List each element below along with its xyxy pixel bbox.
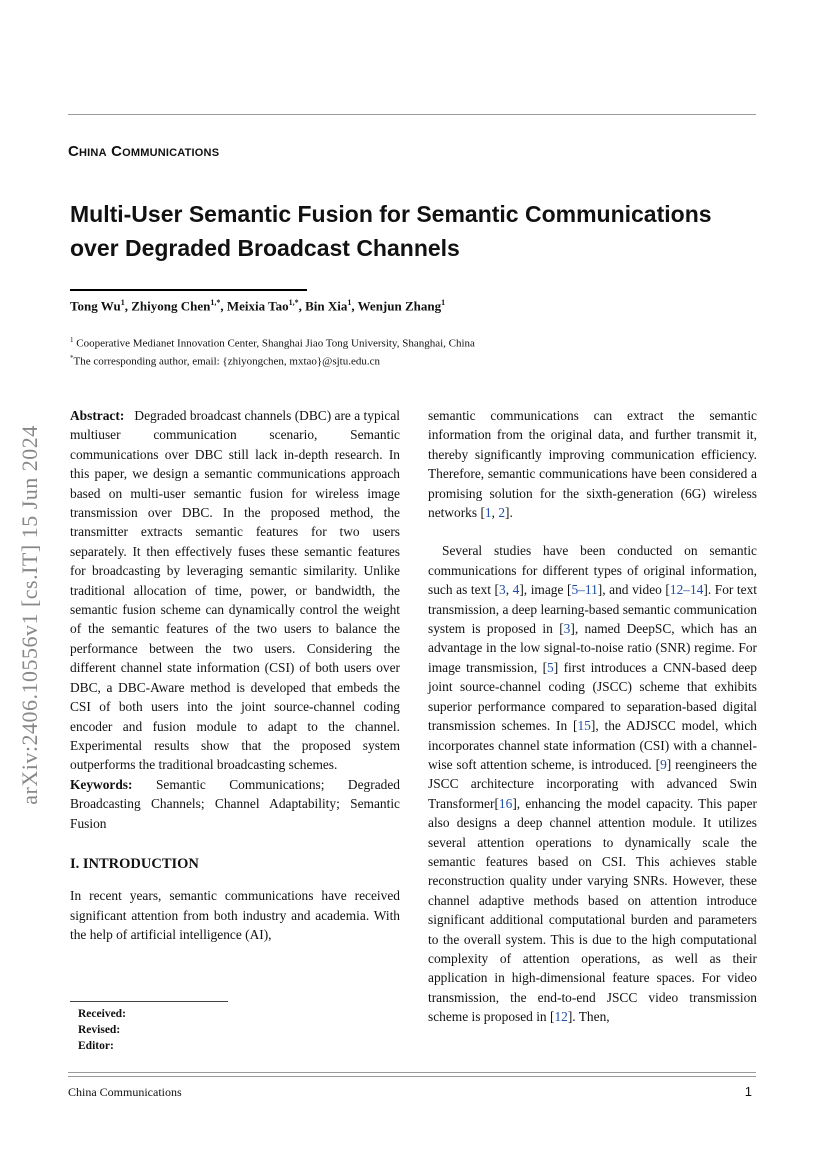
abstract-text: Degraded broadcast channels (DBC) are a typical multiuser communication scenario, Semantic communications over DBC still lack in-depth research. In this paper, we design a semantic communications approach based on multi-user semantic fusion for wireless image transmission over DBC. In the proposed method, the transmitter extracts semantic features for two users separately. It then effectively fuses these semantic features for broadcasting by leveraging semantic similarity. Unlike traditional allocation of time, power, or bandwidth, the semantic fusion scheme can dynamically control the weight of the semantic features of the two users to balance the performance between the two users. Considering the different channel state information (CSI) of both users over DBC, a DBC-Aware method is developed that embeds the CSI of both users into the joint source-channel coding encoder and fusion module to adapt to the channel. Experimental results show that the proposed system outperforms the traditional broadcasting schemes. xyxy=(70,408,400,773)
intro-paragraph-1-cont xyxy=(428,406,757,522)
text-run: ]. For text transmission, a deep learning-based semantic communication system is proposed in [ xyxy=(428,582,758,637)
text-run: Several studies have been conducted on semantic communications for different types of original information, such as text [ xyxy=(428,543,757,598)
abstract xyxy=(70,406,400,775)
footer-journal-name: China Communications xyxy=(68,1085,182,1099)
author-sep: , xyxy=(220,298,227,314)
affiliation-mark: * xyxy=(70,354,74,362)
journal-header: China Communications xyxy=(68,143,220,160)
text-run: ] reengineers the JSCC architecture incorporating with advanced Swin Transformer[ xyxy=(428,756,757,811)
citation-link[interactable]: 12 xyxy=(554,1009,568,1025)
author-name: Tong Wu xyxy=(70,298,121,314)
affiliation-mark: 1 xyxy=(70,336,74,344)
author-affil-mark: 1 xyxy=(347,298,352,307)
footer-rule xyxy=(68,1076,756,1077)
text-run: ], named DeepSC, which has an advantage in the low signal-to-noise ratio (SNR) regime. For image transmission, [ xyxy=(428,621,757,675)
right-column xyxy=(428,406,757,1027)
title-line-2: over Degraded Broadcast Channels xyxy=(70,235,460,261)
author-name: Meixia Tao xyxy=(226,298,289,314)
text-run: ], the ADJSCC model, which incorporates channel state information (CSI) with a channel-wise soft attention scheme, is introduced. [ xyxy=(428,718,757,772)
citation-link[interactable]: 12–14 xyxy=(669,582,704,598)
author-sep: , xyxy=(124,298,132,314)
editor-label: Editor: xyxy=(78,1040,114,1052)
arxiv-stamp xyxy=(10,380,50,850)
text-run: , xyxy=(505,582,513,598)
author-sep: , xyxy=(351,298,358,314)
text-run: ]. Then, xyxy=(567,1009,610,1025)
intro-paragraph-1: In recent years, semantic communications have received significant attention from both industry and academia. With the help of artificial intelligence (AI), xyxy=(70,888,400,943)
affiliation-text: Cooperative Medianet Innovation Center, Shanghai Jiao Tong University, Shanghai, China xyxy=(76,337,475,350)
affiliation-2 xyxy=(70,354,380,368)
text-run: ], enhancing the model capacity. This paper also designs a deep channel attention module. It utilizes several attention operations to dynamically scale the semantic features based on CSI. This achieves stable reconstruction quality under varying SNRs. However, these channel adaptive methods based on attention introduce significant additional computational burden and parameters to the overall system. This is due to the high computational complexity of attention operations, as well as their application in high-dimensional feature spaces. For video transmission, the end-to-end JSCC video transmission scheme is proposed in [ xyxy=(428,795,757,1025)
author-name: Wenjun Zhang xyxy=(357,298,442,314)
text-run: ]. xyxy=(505,505,513,521)
citation-link[interactable]: 2 xyxy=(498,505,506,521)
abstract-label: Abstract: xyxy=(70,408,125,423)
citation-link[interactable]: 1 xyxy=(484,505,492,521)
revised-label: Revised: xyxy=(78,1024,121,1036)
citation-link[interactable]: 16 xyxy=(498,795,513,811)
page-number: 1 xyxy=(744,1084,752,1099)
author-name: Bin Xia xyxy=(305,298,348,314)
author-affil-mark: 1,* xyxy=(210,298,221,307)
affiliation-1 xyxy=(70,336,475,350)
corresponding-author-text: The corresponding author, email: {zhiyongchen, mxtao}@sjtu.edu.cn xyxy=(73,355,380,368)
citation-link[interactable]: 3 xyxy=(563,621,571,637)
footnote-rule xyxy=(70,1001,228,1002)
author-list xyxy=(70,298,445,314)
citation-link[interactable]: 3 xyxy=(498,582,506,598)
author-sep: , xyxy=(298,298,306,314)
footer-rule xyxy=(68,1072,756,1073)
author-affil-mark: 1,* xyxy=(288,298,299,307)
paper-title xyxy=(70,197,770,265)
citation-link[interactable]: 5–11 xyxy=(571,582,598,598)
arxiv-stamp-text: arXiv:2406.10556v1 [cs.IT] 15 Jun 2024 xyxy=(17,425,42,805)
editorial-footnote xyxy=(78,1006,126,1054)
text-run: semantic communications can extract the semantic information from the original data, and further transmit it, thereby significantly improving communication efficiency. Therefore, semantic communications have been considered a promising solution for the sixth-generation (6G) wireless networks [ xyxy=(428,408,757,521)
text-run: ], image [ xyxy=(519,582,572,598)
citation-link[interactable]: 5 xyxy=(547,659,554,675)
author-name: Zhiyong Chen xyxy=(131,298,211,314)
top-rule xyxy=(68,114,756,115)
text-run: ], and video [ xyxy=(597,582,670,598)
text-run: , xyxy=(491,505,499,521)
intro-paragraph-2 xyxy=(428,541,757,1026)
citation-link[interactable]: 4 xyxy=(512,582,520,598)
title-line-1: Multi-User Semantic Fusion for Semantic Communications xyxy=(70,201,712,227)
text-run: ] first introduces a CNN-based deep joint source-channel coding (JSCC) scheme that exhibits superior performance compared to separation-based digital transmission schemes. In [ xyxy=(428,659,757,734)
received-label: Received: xyxy=(78,1008,126,1020)
keywords xyxy=(70,775,400,833)
left-column xyxy=(70,406,400,945)
section-heading-introduction: I. INTRODUCTION xyxy=(70,855,199,872)
title-rule xyxy=(70,289,307,291)
author-affil-mark: 1 xyxy=(441,298,446,307)
keywords-label: Keywords: xyxy=(70,776,133,792)
citation-link[interactable]: 15 xyxy=(577,718,591,734)
author-affil-mark: 1 xyxy=(120,298,125,307)
keywords-text: Semantic Communications; Degraded Broadcasting Channels; Channel Adaptability; Semantic Fusion xyxy=(70,776,400,831)
citation-link[interactable]: 9 xyxy=(660,756,667,772)
